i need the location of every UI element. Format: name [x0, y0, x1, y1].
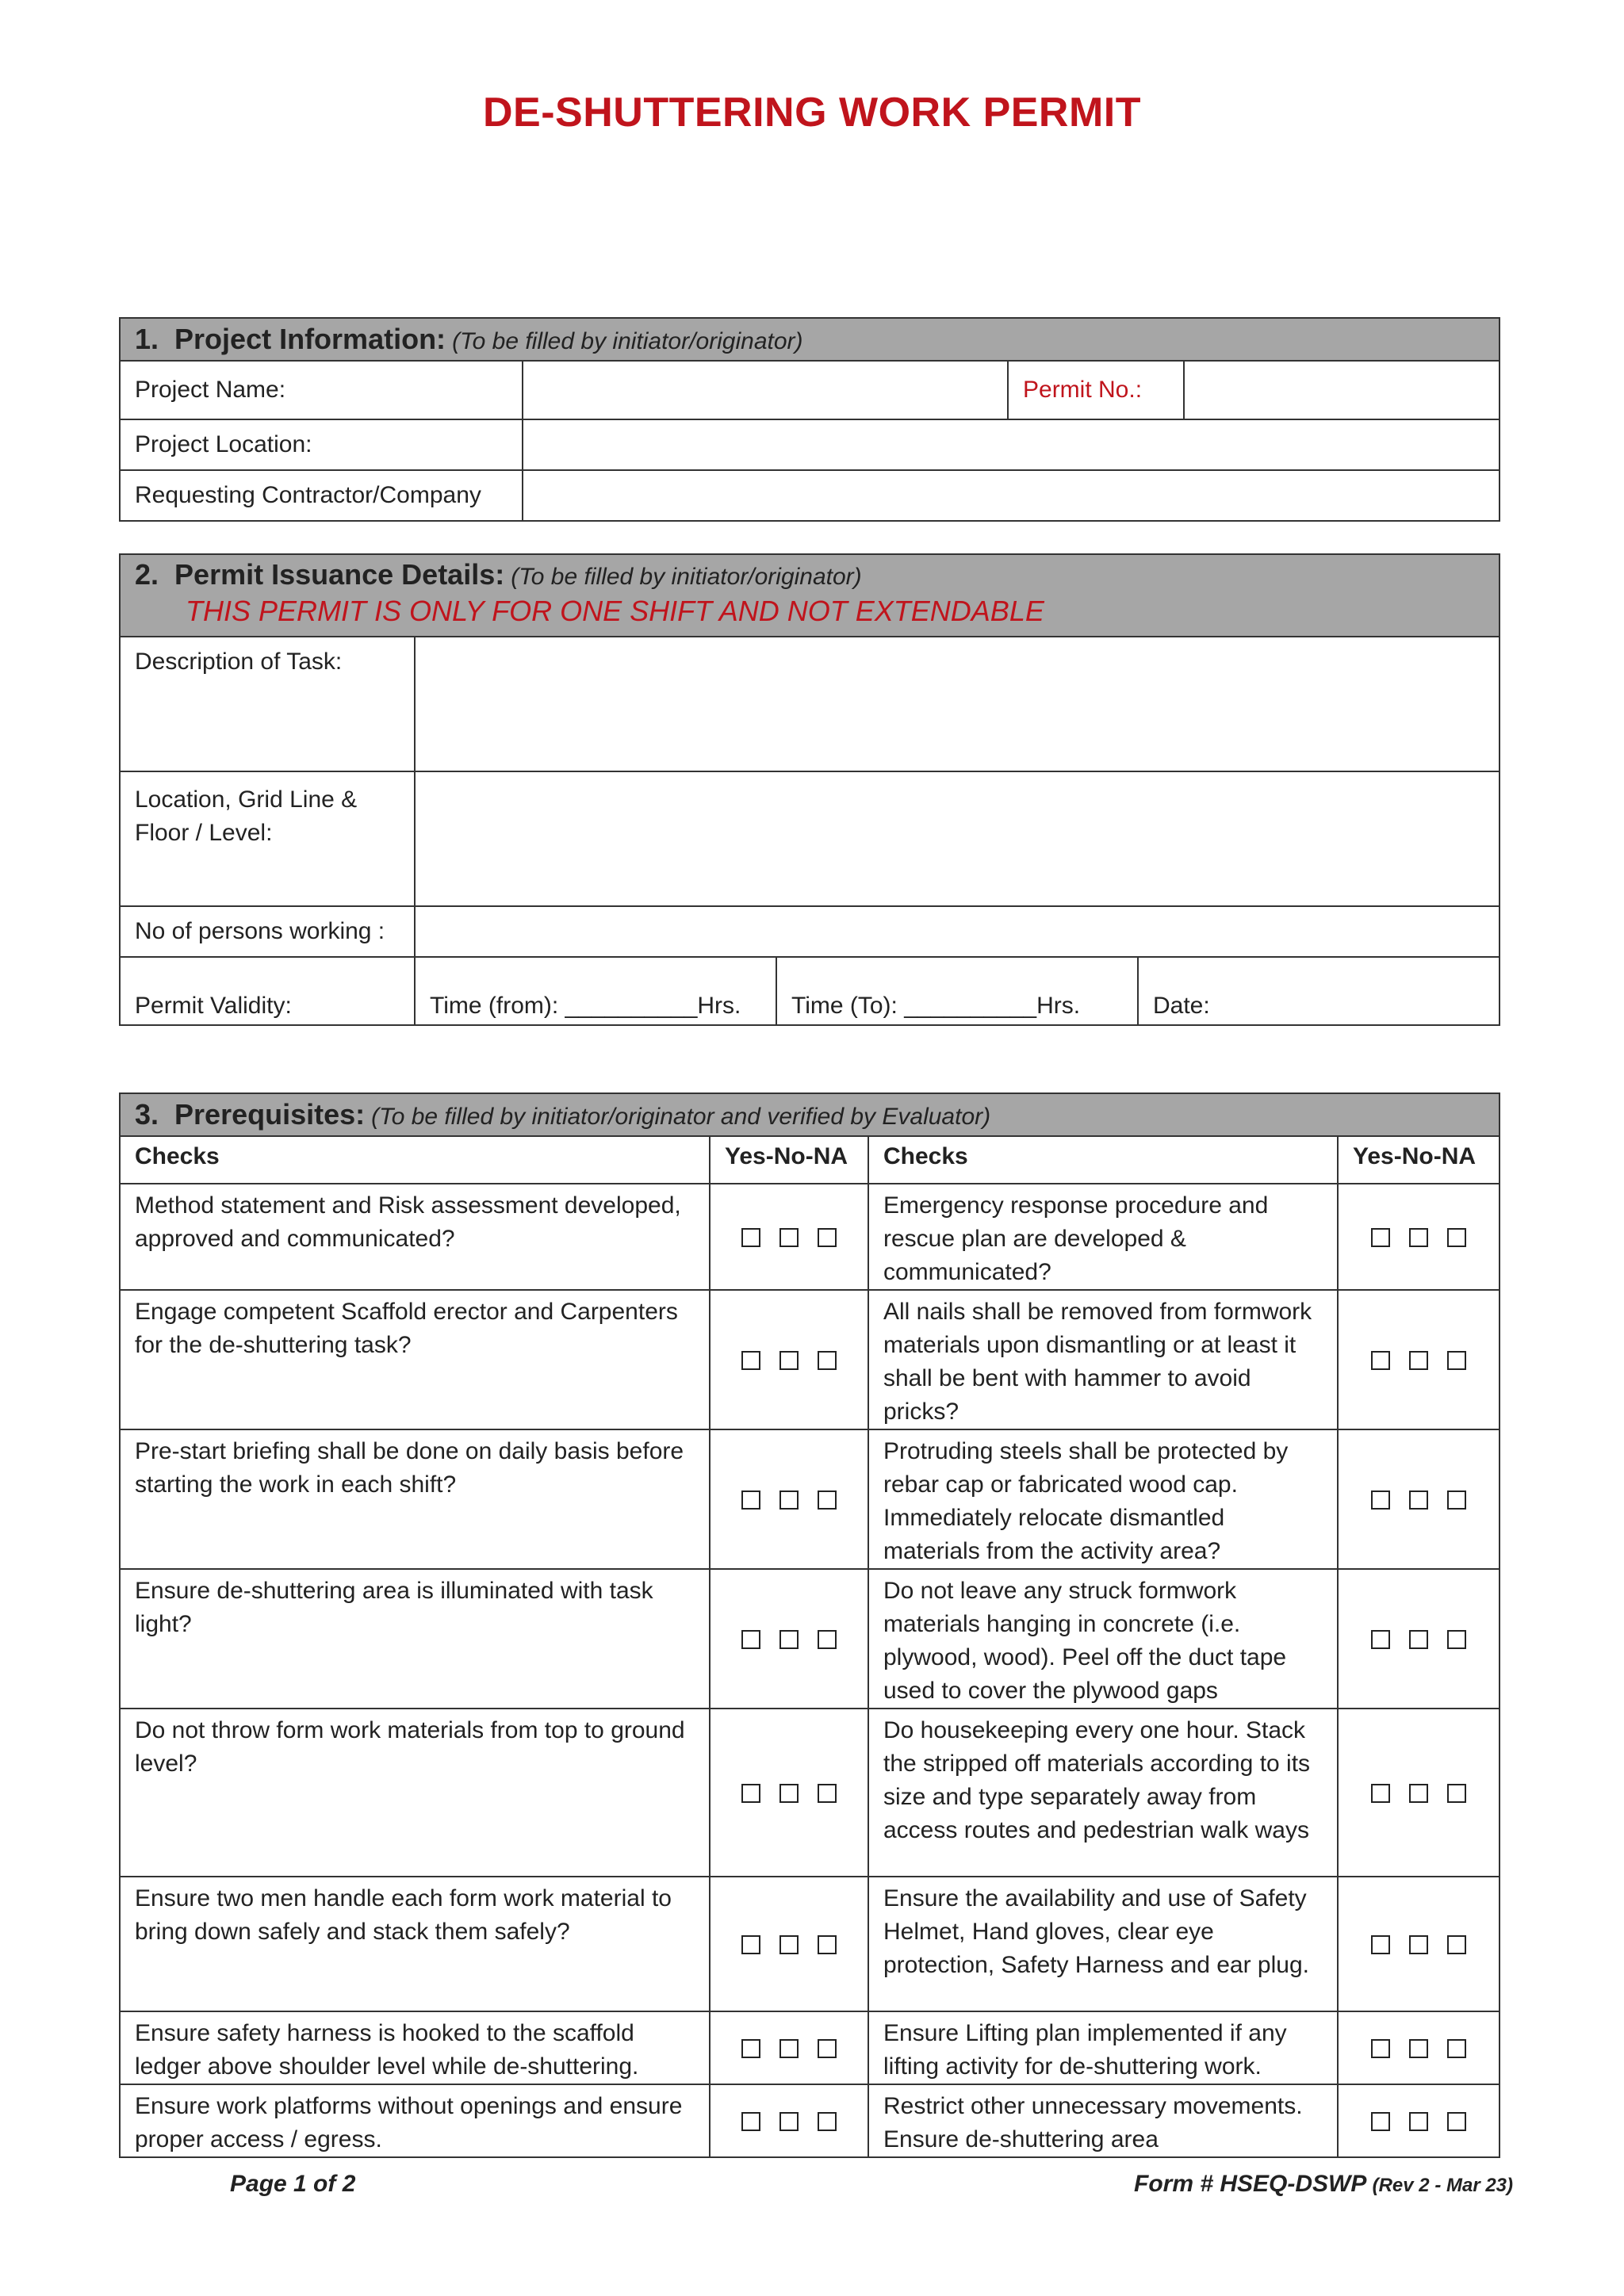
- check-text: Ensure two men handle each form work material to bring down safely and stack them safely?: [120, 1877, 710, 2011]
- na-checkbox[interactable]: [1447, 1490, 1466, 1510]
- yes-no-na-checkboxes: [710, 2084, 868, 2157]
- yes-no-na-checkboxes: [1338, 1290, 1500, 1429]
- yes-checkbox[interactable]: [741, 1351, 760, 1370]
- yes-no-na-checkboxes: [1338, 1569, 1500, 1709]
- no-checkbox[interactable]: [1409, 1784, 1428, 1803]
- no-checkbox[interactable]: [1409, 1935, 1428, 1954]
- persons-label: No of persons working :: [120, 906, 415, 957]
- time-from-field[interactable]: Time (from): __________Hrs.: [415, 957, 776, 1025]
- na-checkbox[interactable]: [1447, 2112, 1466, 2131]
- no-checkbox[interactable]: [779, 1490, 799, 1510]
- yes-no-na-checkboxes: [1338, 1184, 1500, 1290]
- description-field[interactable]: [415, 637, 1500, 771]
- yes-checkbox[interactable]: [1371, 1490, 1390, 1510]
- check-text: Do not throw form work materials from top to ground level?: [120, 1709, 710, 1877]
- permit-no-label: Permit No.:: [1008, 361, 1184, 419]
- page-title: DE-SHUTTERING WORK PERMIT: [482, 90, 1142, 136]
- na-checkbox[interactable]: [818, 1784, 837, 1803]
- check-text: Do not leave any struck formwork materials hanging in concrete (i.e. plywood, wood). Peel off the duct tape used to cover the plywood gaps: [868, 1569, 1338, 1709]
- section-2-header: [120, 554, 1500, 637]
- check-text: Restrict other unnecessary movements. Ensure de-shuttering area: [868, 2084, 1338, 2157]
- yes-checkbox[interactable]: [1371, 1784, 1390, 1803]
- requesting-contractor-field[interactable]: [523, 470, 1500, 521]
- table-row: [120, 1709, 1500, 1877]
- section-number: 2.: [135, 558, 159, 591]
- project-location-label: Project Location:: [120, 419, 523, 470]
- no-checkbox[interactable]: [1409, 1630, 1428, 1649]
- section-note: (To be filled by initiator/originator and verified by Evaluator): [371, 1104, 991, 1130]
- section-number: 3.: [135, 1098, 159, 1131]
- yes-no-na-column-header: Yes-No-NA: [710, 1136, 868, 1184]
- location-field[interactable]: [415, 771, 1500, 906]
- table-row: [120, 1429, 1500, 1569]
- date-field[interactable]: Date:: [1138, 957, 1500, 1025]
- yes-no-na-checkboxes: [710, 1877, 868, 2011]
- project-name-label: Project Name:: [120, 361, 523, 419]
- table-row: [120, 2084, 1500, 2157]
- na-checkbox[interactable]: [818, 1630, 837, 1649]
- persons-field[interactable]: [415, 906, 1500, 957]
- prerequisites-section: [119, 1093, 1500, 2158]
- check-text: Do housekeeping every one hour. Stack the stripped off materials according to its size and type separately away from access routes and pedestrian walk ways: [868, 1709, 1338, 1877]
- na-checkbox[interactable]: [1447, 1784, 1466, 1803]
- check-text: Ensure the availability and use of Safety Helmet, Hand gloves, clear eye protection, Safety Harness and ear plug.: [868, 1877, 1338, 2011]
- no-checkbox[interactable]: [779, 1784, 799, 1803]
- na-checkbox[interactable]: [1447, 1351, 1466, 1370]
- time-to-field[interactable]: Time (To): __________Hrs.: [776, 957, 1138, 1025]
- form-revision: (Rev 2 - Mar 23): [1372, 2175, 1514, 2196]
- check-text: Method statement and Risk assessment developed, approved and communicated?: [120, 1184, 710, 1290]
- yes-no-na-checkboxes: [710, 1184, 868, 1290]
- check-text: Pre-start briefing shall be done on daily basis before starting the work in each shift?: [120, 1429, 710, 1569]
- table-row: [120, 2011, 1500, 2084]
- yes-checkbox[interactable]: [1371, 2039, 1390, 2058]
- checks-column-header: Checks: [120, 1136, 710, 1184]
- check-text: Protruding steels shall be protected by rebar cap or fabricated wood cap. Immediately relocate dismantled materials from the activity area?: [868, 1429, 1338, 1569]
- check-text: Ensure de-shuttering area is illuminated with task light?: [120, 1569, 710, 1709]
- yes-checkbox[interactable]: [741, 1630, 760, 1649]
- page-number: Page 1 of 2: [230, 2171, 356, 2197]
- yes-no-na-checkboxes: [1338, 1709, 1500, 1877]
- project-name-field[interactable]: [523, 361, 1008, 419]
- yes-checkbox[interactable]: [741, 1784, 760, 1803]
- permit-issuance-section: [119, 553, 1500, 1026]
- project-location-field[interactable]: [523, 419, 1500, 470]
- no-checkbox[interactable]: [779, 1351, 799, 1370]
- check-text: Ensure safety harness is hooked to the scaffold ledger above shoulder level while de-shuttering.: [120, 2011, 710, 2084]
- na-checkbox[interactable]: [1447, 1630, 1466, 1649]
- section-title: Project Information:: [174, 323, 446, 355]
- no-checkbox[interactable]: [1409, 2039, 1428, 2058]
- yes-no-na-checkboxes: [710, 2011, 868, 2084]
- no-checkbox[interactable]: [1409, 1228, 1428, 1247]
- yes-no-na-checkboxes: [1338, 2011, 1500, 2084]
- yes-no-na-column-header: Yes-No-NA: [1338, 1136, 1500, 1184]
- project-information-section: [119, 317, 1500, 522]
- no-checkbox[interactable]: [1409, 2112, 1428, 2131]
- yes-no-na-checkboxes: [710, 1290, 868, 1429]
- section-note: (To be filled by initiator/originator): [452, 328, 803, 354]
- yes-no-na-checkboxes: [1338, 2084, 1500, 2157]
- location-label: [120, 771, 415, 906]
- section-note: (To be filled by initiator/originator): [511, 564, 862, 590]
- yes-checkbox[interactable]: [741, 1935, 760, 1954]
- no-checkbox[interactable]: [779, 2039, 799, 2058]
- no-checkbox[interactable]: [1409, 1351, 1428, 1370]
- check-text: Engage competent Scaffold erector and Carpenters for the de-shuttering task?: [120, 1290, 710, 1429]
- yes-checkbox[interactable]: [1371, 1351, 1390, 1370]
- check-text: All nails shall be removed from formwork materials upon dismantling or at least it shall be bent with hammer to avoid pricks?: [868, 1290, 1338, 1429]
- section-title: Prerequisites:: [174, 1098, 366, 1131]
- check-text: Ensure work platforms without openings and ensure proper access / egress.: [120, 2084, 710, 2157]
- description-label: Description of Task:: [120, 637, 415, 771]
- no-checkbox[interactable]: [779, 2112, 799, 2131]
- na-checkbox[interactable]: [1447, 1228, 1466, 1247]
- yes-checkbox[interactable]: [1371, 1228, 1390, 1247]
- check-text: Emergency response procedure and rescue plan are developed & communicated?: [868, 1184, 1338, 1290]
- yes-checkbox[interactable]: [1371, 1935, 1390, 1954]
- yes-checkbox[interactable]: [741, 1490, 760, 1510]
- na-checkbox[interactable]: [818, 1228, 837, 1247]
- yes-checkbox[interactable]: [1371, 1630, 1390, 1649]
- na-checkbox[interactable]: [818, 1351, 837, 1370]
- na-checkbox[interactable]: [818, 1490, 837, 1510]
- section-number: 1.: [135, 323, 159, 355]
- table-row: [120, 1877, 1500, 2011]
- yes-no-na-checkboxes: [710, 1709, 868, 1877]
- table-row: [120, 1290, 1500, 1429]
- na-checkbox[interactable]: [1447, 1935, 1466, 1954]
- yes-no-na-checkboxes: [1338, 1429, 1500, 1569]
- yes-no-na-checkboxes: [710, 1429, 868, 1569]
- location-label-line1: Location, Grid Line &: [135, 786, 358, 813]
- table-row: [120, 1569, 1500, 1709]
- na-checkbox[interactable]: [1447, 2039, 1466, 2058]
- na-checkbox[interactable]: [818, 2112, 837, 2131]
- yes-no-na-checkboxes: [1338, 1877, 1500, 2011]
- check-text: Ensure Lifting plan implemented if any lifting activity for de-shuttering work.: [868, 2011, 1338, 2084]
- yes-checkbox[interactable]: [741, 2039, 760, 2058]
- no-checkbox[interactable]: [1409, 1490, 1428, 1510]
- table-row: [120, 1184, 1500, 1290]
- validity-label: Permit Validity:: [120, 957, 415, 1025]
- single-shift-warning: THIS PERMIT IS ONLY FOR ONE SHIFT AND NOT EXTENDABLE: [186, 595, 1044, 627]
- yes-checkbox[interactable]: [741, 2112, 760, 2131]
- na-checkbox[interactable]: [818, 2039, 837, 2058]
- section-3-header: [120, 1093, 1500, 1136]
- form-code: Form # HSEQ-DSWP: [1134, 2171, 1366, 2197]
- section-1-header: [120, 318, 1500, 361]
- yes-no-na-checkboxes: [710, 1569, 868, 1709]
- requesting-contractor-label: Requesting Contractor/Company: [120, 470, 523, 521]
- yes-checkbox[interactable]: [741, 1228, 760, 1247]
- no-checkbox[interactable]: [779, 1228, 799, 1247]
- location-label-line2: Floor / Level:: [135, 820, 273, 846]
- section-title: Permit Issuance Details:: [174, 558, 505, 591]
- na-checkbox[interactable]: [818, 1935, 837, 1954]
- checks-column-header: Checks: [868, 1136, 1338, 1184]
- no-checkbox[interactable]: [779, 1935, 799, 1954]
- no-checkbox[interactable]: [779, 1630, 799, 1649]
- permit-no-field[interactable]: [1184, 361, 1500, 419]
- yes-checkbox[interactable]: [1371, 2112, 1390, 2131]
- form-number: [1134, 2171, 1513, 2198]
